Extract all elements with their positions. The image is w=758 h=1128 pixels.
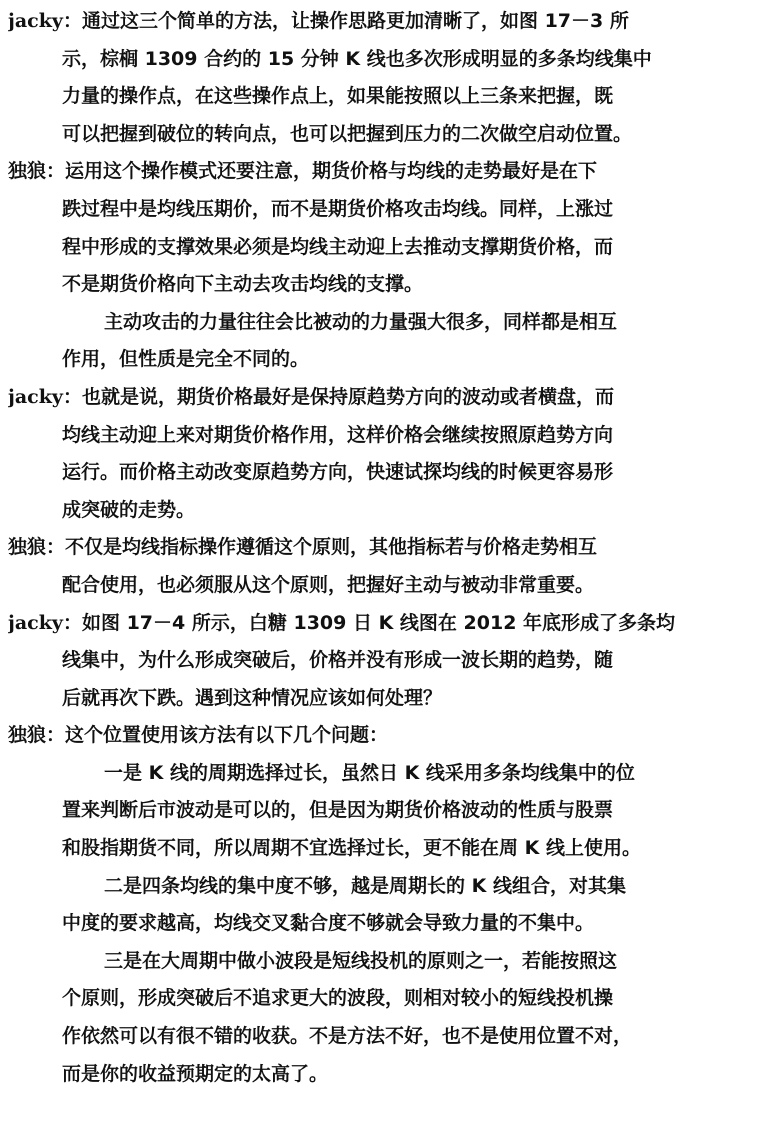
text-line [8, 454, 748, 492]
text-line [8, 717, 748, 755]
line-text: 作用，但性质是完全不同的。 [62, 348, 310, 371]
text-line [8, 41, 748, 79]
text-line [8, 567, 748, 605]
speaker-label: 独狼： [8, 536, 66, 559]
text-line [8, 905, 748, 943]
line-text: 中度的要求越高，均线交叉黏合度不够就会导致力量的不集中。 [62, 912, 595, 935]
line-text: 配合使用，也必须服从这个原则，把握好主动与被动非常重要。 [62, 573, 595, 596]
speaker-label: 独狼： [8, 724, 66, 747]
line-text: 这个位置使用该方法有以下几个问题： [65, 724, 389, 747]
text-line [8, 266, 748, 304]
text-line [8, 642, 748, 680]
text-line [8, 492, 748, 530]
line-text: 而是你的收益预期定的太高了。 [62, 1062, 329, 1085]
text-line [8, 1018, 748, 1056]
dialogue-paragraph [8, 153, 748, 303]
text-line [8, 1056, 748, 1094]
text-line [8, 78, 748, 116]
line-text: 如图 17－4 所示，白糖 1309 日 K 线图在 2012 年底形成了多条均 [81, 611, 676, 634]
dialogue-paragraph [8, 717, 748, 755]
text-line [8, 417, 748, 455]
dialogue-paragraph [8, 605, 748, 718]
line-text: 成突破的走势。 [62, 498, 196, 521]
text-line [8, 229, 748, 267]
line-text: 运行。而价格主动改变原趋势方向，快速试探均线的时候更容易形 [62, 461, 614, 484]
line-text: 均线主动迎上来对期货价格作用，这样价格会继续按照原趋势方向 [62, 423, 614, 446]
line-text: 后就再次下跌。遇到这种情况应该如何处理？ [62, 686, 443, 709]
line-text: 力量的操作点，在这些操作点上，如果能按照以上三条来把握，既 [62, 85, 614, 108]
dialogue-paragraph [8, 379, 748, 529]
line-text: 一是 K 线的周期选择过长，虽然日 K 线采用多条均线集中的位 [104, 761, 635, 784]
text-line [8, 153, 748, 191]
line-text: 置来判断后市波动是可以的，但是因为期货价格波动的性质与股票 [62, 799, 614, 822]
speaker-label: 独狼： [8, 160, 66, 183]
speaker-label: jacky： [8, 385, 82, 408]
line-text: 运用这个操作模式还要注意，期货价格与均线的走势最好是在下 [65, 160, 598, 183]
speaker-label: jacky： [8, 611, 82, 634]
text-line [8, 379, 748, 417]
text-line [8, 304, 748, 342]
indented-paragraph [8, 868, 748, 943]
line-text: 不仅是均线指标操作遵循这个原则，其他指标若与价格走势相互 [65, 536, 598, 559]
line-text: 可以把握到破位的转向点，也可以把握到压力的二次做空启动位置。 [62, 122, 633, 145]
line-text: 主动攻击的力量往往会比被动的力量强大很多，同样都是相互 [104, 310, 618, 333]
line-text: 二是四条均线的集中度不够，越是周期长的 K 线组合，对其集 [104, 874, 626, 897]
line-text: 不是期货价格向下主动去攻击均线的支撑。 [62, 273, 424, 296]
line-text: 跌过程中是均线压期价，而不是期货价格攻击均线。同样，上涨过 [62, 197, 614, 220]
dialogue-paragraph [8, 3, 748, 153]
text-line [8, 980, 748, 1018]
text-line [8, 116, 748, 154]
line-text: 也就是说，期货价格最好是保持原趋势方向的波动或者横盘，而 [81, 385, 614, 408]
text-line [8, 529, 748, 567]
indented-paragraph [8, 304, 748, 379]
text-line [8, 605, 748, 643]
line-text: 线集中，为什么形成突破后，价格并没有形成一波长期的趋势，随 [62, 649, 614, 672]
text-line [8, 830, 748, 868]
indented-paragraph [8, 943, 748, 1093]
text-line [8, 755, 748, 793]
text-line [8, 191, 748, 229]
line-text: 程中形成的支撑效果必须是均线主动迎上去推动支撑期货价格，而 [62, 235, 614, 258]
line-text: 作依然可以有很不错的收获。不是方法不好，也不是使用位置不对， [62, 1025, 633, 1048]
line-text: 和股指期货不同，所以周期不宜选择过长，更不能在周 K 线上使用。 [62, 837, 641, 860]
text-line [8, 3, 748, 41]
text-line [8, 868, 748, 906]
line-text: 三是在大周期中做小波段是短线投机的原则之一，若能按照这 [104, 949, 618, 972]
line-text: 示，棕榈 1309 合约的 15 分钟 K 线也多次形成明显的多条均线集中 [62, 47, 652, 70]
line-text: 个原则，形成突破后不追求更大的波段，则相对较小的短线投机操 [62, 987, 614, 1010]
indented-paragraph [8, 755, 748, 868]
text-line [8, 792, 748, 830]
speaker-label: jacky： [8, 10, 82, 32]
text-line [8, 943, 748, 981]
dialogue-paragraph [8, 529, 748, 604]
text-line [8, 341, 748, 379]
line-text: 通过这三个简单的方法，让操作思路更加清晰了，如图 17－3 所 [81, 10, 629, 32]
text-line [8, 680, 748, 718]
